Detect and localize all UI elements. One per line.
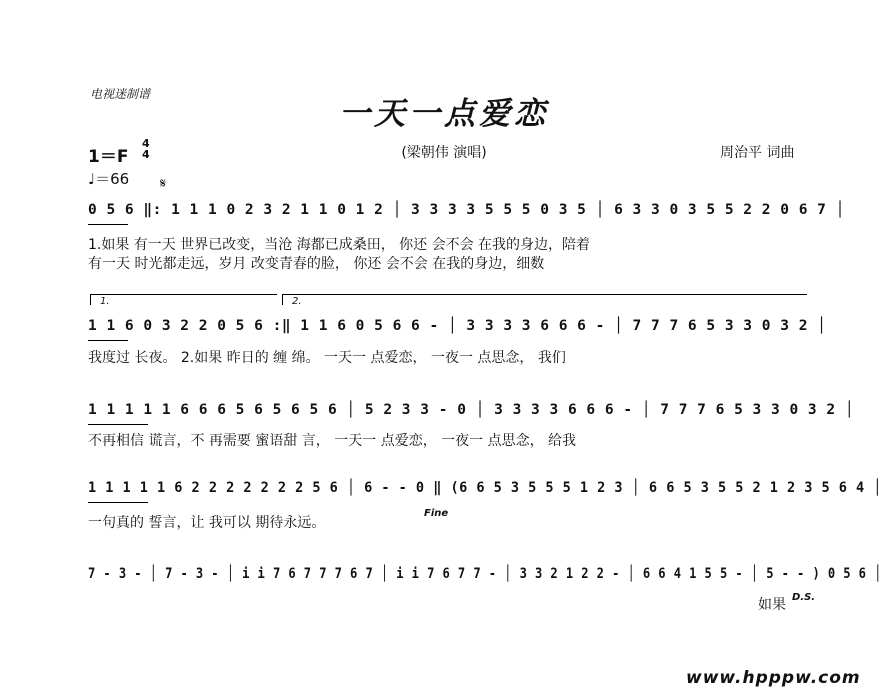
- notation-line-4: 1 1 1 1 1 6 2 2 2 2 2 2 2 5 6 │ 6 - - 0 ‖ (6 6 5 3 5 5 5 1 2 3 │ 6 6 5 3 5 5 2 1 2 3 5 6 4 │: [88, 480, 882, 496]
- notation-line-2: 1 1 6 0 3 2 2 0 5 6 :‖ 1 1 6 0 5 6 6 - │ 3 3 3 3 6 6 6 - │ 7 7 7 6 5 3 3 0 3 2 │: [88, 318, 827, 334]
- lyric-line-5: 如果: [758, 597, 786, 613]
- notation-line-5: 7 - 3 - │ 7 - 3 - │ i i 7 6 7 7 7 6 7 │ i i 7 6 7 7 - │ 3 3 2 1 2 2 - │ 6 6 4 1 5 5 - │ 5 - - ) 0 5 6 │: [88, 566, 882, 582]
- meter-bottom: 4: [142, 148, 150, 161]
- composer-credit: 周治平 词曲: [720, 145, 795, 161]
- score-source: 电视迷制谱: [90, 87, 151, 101]
- volta-bracket-2: [282, 294, 807, 305]
- segno-icon: 𝄋: [160, 176, 167, 192]
- singer-credit: (梁朝伟 演唱): [401, 145, 487, 161]
- song-title: 一天一点爱恋: [339, 96, 549, 132]
- lyric-line-2: 我度过 长夜。 2.如果 昨日的 缠 绵。 一天一 点爱恋， 一夜一 点思念， 我们: [88, 350, 566, 366]
- key-signature: 1＝F: [88, 147, 129, 167]
- beam-line: [88, 224, 128, 225]
- fine-marking: Fine: [424, 508, 449, 519]
- beam-line: [88, 340, 128, 341]
- time-signature: [142, 138, 150, 160]
- tempo-marking: ♩＝66: [88, 170, 130, 188]
- lyric-line-3: 不再相信 谎言，不 再需要 蜜语甜 言， 一天一 点爱恋， 一夜一 点思念， 给我: [88, 433, 577, 449]
- ds-marking: D.S.: [792, 592, 816, 603]
- beam-line: [88, 424, 148, 425]
- site-watermark: www.hpppw.com: [686, 668, 861, 688]
- meter-top: 4: [142, 137, 150, 150]
- notation-line-1: 0 5 6 ‖: 1 1 1 0 2 3 2 1 1 0 1 2 │ 3 3 3 3 5 5 5 0 3 5 │ 6 3 3 0 3 5 5 2 2 0 6 7 │: [88, 202, 845, 218]
- volta-label-2: 2.: [292, 296, 302, 307]
- beam-line: [88, 502, 148, 503]
- notation-line-3: 1 1 1 1 1 6 6 6 5 6 5 6 5 6 │ 5 2 3 3 - 0 │ 3 3 3 3 6 6 6 - │ 7 7 7 6 5 3 3 0 3 2 │: [88, 402, 855, 418]
- volta-label-1: 1.: [100, 296, 110, 307]
- lyric-line-4: 一句真的 誓言，让 我可以 期待永远。: [88, 515, 326, 531]
- lyric-line-1-verse-2: 有一天 时光都走远，岁月 改变青春的脸， 你还 会不会 在我的身边，细数: [88, 256, 545, 272]
- lyric-line-1-verse-1: 1.如果 有一天 世界已改变，当沧 海都已成桑田， 你还 会不会 在我的身边，陪着: [88, 237, 591, 253]
- volta-bracket-1: [90, 294, 277, 305]
